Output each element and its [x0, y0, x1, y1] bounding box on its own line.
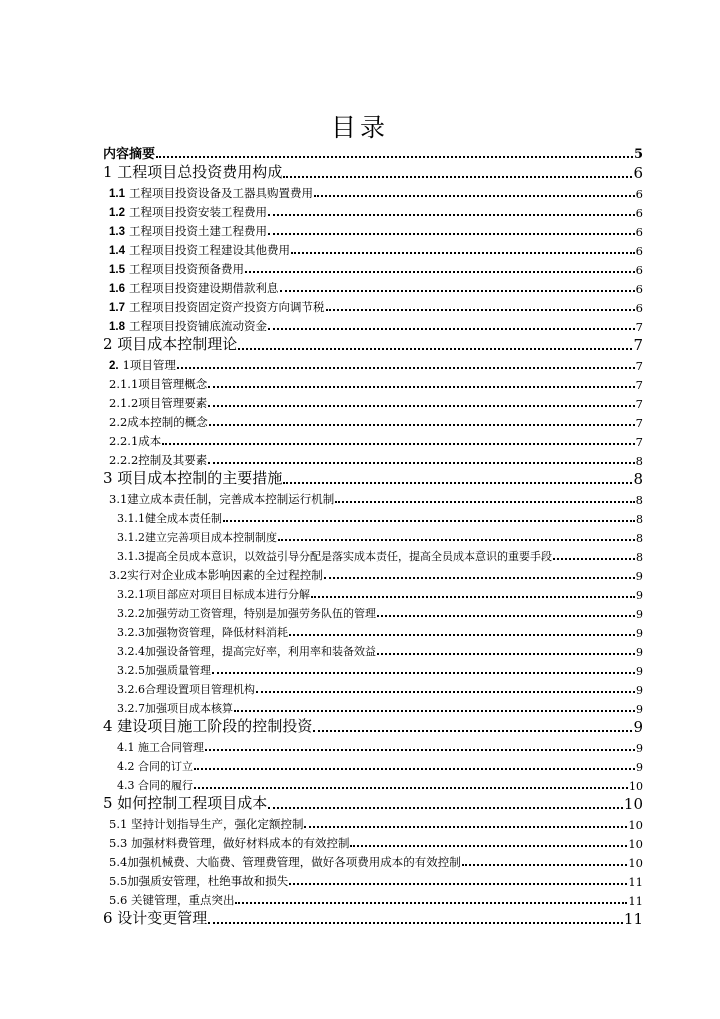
toc-entry[interactable] [103, 449, 643, 468]
toc-entry-page: 9 [636, 684, 643, 697]
toc-entry-number: 1.4 [109, 245, 125, 257]
toc-entry-label [117, 605, 376, 621]
toc-leader-dots [177, 367, 635, 369]
toc-entry-label [117, 586, 310, 602]
toc-entry-number: 2. [109, 360, 119, 372]
toc-entry-label [103, 143, 155, 162]
toc-leader-dots [162, 443, 634, 445]
toc-entry-page: 8 [635, 493, 643, 507]
toc-entry-label [117, 700, 233, 716]
toc-entry-page: 6 [635, 263, 643, 277]
toc-entry[interactable] [103, 793, 643, 813]
toc-leader-dots [245, 271, 635, 273]
toc-leader-dots [268, 807, 623, 809]
page-title: 目录 [330, 113, 389, 142]
toc-leader-dots [238, 348, 632, 350]
toc-entry[interactable] [103, 507, 643, 526]
toc-leader-dots [256, 691, 635, 693]
toc-entry-label [117, 624, 288, 640]
toc-leader-dots [289, 634, 635, 636]
toc-entry-label [109, 892, 234, 908]
toc-entry-label [117, 510, 222, 526]
toc-entry-text: 3.1.2建立完善项目成本控制制度 [117, 531, 277, 544]
toc-entry-page: 8 [636, 513, 643, 526]
toc-entry-page: 8 [636, 551, 643, 564]
toc-entry-page: 9 [636, 589, 643, 602]
toc-entry-text: 1 工程项目总投资费用构成 [103, 163, 283, 181]
toc-entry-label [117, 681, 255, 697]
toc-entry[interactable] [103, 142, 643, 162]
toc-entry-label [117, 758, 193, 774]
toc-entry-page: 8 [636, 532, 643, 545]
toc-leader-dots [304, 826, 627, 828]
toc-entry-label [117, 662, 211, 678]
toc-leader-dots [194, 768, 635, 770]
toc-entry-text: 2.2.1成本 [109, 434, 162, 448]
toc-entry-page: 6 [635, 225, 643, 239]
toc-entry-label [109, 873, 288, 889]
toc-leader-dots [335, 501, 634, 503]
toc-entry-label [109, 280, 279, 296]
toc-entry[interactable] [103, 851, 643, 870]
toc-entry-number: 1.1 [109, 188, 125, 200]
toc-entry-text: 5.4加强机械费、大临费、管理费管理，做好各项费用成本的有效控制 [109, 855, 461, 869]
toc-entry[interactable] [103, 602, 643, 621]
toc-leader-dots [156, 156, 633, 158]
toc-entry-text: 工程项目投资土建工程费用 [129, 224, 267, 238]
toc-entry-text: 3 项目成本控制的主要措施 [103, 469, 283, 487]
toc-entry-label [109, 299, 325, 315]
toc-leader-dots [208, 462, 634, 464]
toc-entry-page: 10 [629, 780, 643, 793]
toc-entry[interactable] [103, 774, 643, 793]
toc-leader-dots [268, 233, 635, 235]
toc-entry-page: 7 [635, 378, 643, 392]
toc-entry-number: 1.7 [109, 302, 125, 314]
toc-entry-label [109, 452, 207, 468]
toc-entry-text: 4.1 施工合同管理 [117, 741, 204, 754]
toc-entry-number: 1.2 [109, 207, 125, 219]
toc-entry-text: 5 如何控制工程项目成本 [103, 794, 268, 812]
toc-entry-page: 10 [628, 856, 643, 870]
toc-entry-label [117, 548, 552, 564]
toc-entry-page: 7 [635, 416, 643, 430]
toc-entry[interactable] [103, 908, 643, 928]
toc-entry-label [109, 204, 267, 220]
toc-entry[interactable] [103, 755, 643, 774]
toc-entry-page: 9 [636, 608, 643, 621]
toc-entry-page: 7 [635, 320, 643, 334]
toc-entry-text: 6 设计变更管理 [103, 909, 208, 927]
toc-leader-dots [208, 922, 623, 924]
toc-entry-text: 5.6 关键管理，重点突出 [109, 893, 235, 907]
toc-entry-text: 3.2.2加强劳动工资管理，特别是加强劳务队伍的管理 [117, 607, 376, 620]
toc-entry-text: 工程项目投资安装工程费用 [129, 205, 267, 219]
toc-entry-label [103, 162, 282, 182]
toc-leader-dots [234, 710, 635, 712]
toc-entry[interactable] [103, 201, 643, 220]
toc-leader-dots [326, 309, 635, 311]
toc-entry-text: 3.2.1项目部应对项目目标成本进行分解 [117, 588, 310, 601]
toc-leader-dots [278, 539, 635, 541]
toc-entry[interactable] [103, 315, 643, 334]
toc-entry-label [109, 242, 290, 258]
toc-entry-page: 10 [628, 818, 643, 832]
toc-entry[interactable] [103, 697, 643, 716]
toc-entry-page: 5 [633, 147, 643, 162]
toc-entry-text: 3.1.3提高全员成本意识，以效益引导分配是落实成本责任，提高全员成本意识的重要手段 [117, 550, 552, 563]
toc-entry-number: 1.8 [109, 321, 125, 333]
toc-entry-text: 2.1.1项目管理概念 [109, 377, 208, 391]
toc-entry-number: 1.3 [109, 226, 125, 238]
toc-entry-label [109, 223, 267, 239]
toc-entry-text: 2.2成本控制的概念 [109, 415, 208, 429]
toc-entry[interactable] [103, 411, 643, 430]
toc-entry-label [109, 185, 313, 201]
toc-entry-label [117, 529, 277, 545]
toc-entry-text: 内容摘要 [103, 147, 156, 162]
toc-leader-dots [208, 386, 634, 388]
toc-entry-label [109, 357, 176, 373]
toc-entry-page: 9 [636, 761, 643, 774]
toc-entry-page: 9 [636, 703, 643, 716]
toc-entry-label [103, 793, 267, 813]
toc-entry[interactable] [103, 889, 643, 908]
toc-leader-dots [324, 577, 635, 579]
toc-entry-label [109, 491, 334, 507]
toc-entry-page: 9 [636, 627, 643, 640]
toc-leader-dots [350, 845, 627, 847]
toc-entry-page: 7 [633, 336, 643, 354]
toc-entry[interactable] [103, 526, 643, 545]
toc-entry-page: 6 [635, 301, 643, 315]
toc-entry[interactable] [103, 488, 643, 507]
toc-leader-dots [291, 252, 635, 254]
toc-entry-page: 7 [635, 359, 643, 373]
toc-entry[interactable] [103, 813, 643, 832]
toc-entry-label [103, 334, 237, 354]
toc-entry[interactable] [103, 832, 643, 851]
toc-entry-label [109, 433, 161, 449]
toc-entry-text: 2 项目成本控制理论 [103, 335, 238, 353]
toc-entry-label [109, 261, 244, 277]
toc-entry-label [103, 468, 282, 488]
toc-entry-text: 4.3 合同的履行 [117, 779, 193, 792]
toc-entry[interactable] [103, 258, 643, 277]
toc-entry-text: 3.2.7加强项目成本核算 [117, 702, 233, 715]
toc-entry-text: 3.2.5加强质量管理 [117, 664, 211, 677]
toc-leader-dots [283, 176, 632, 178]
toc-entry-page: 6 [633, 164, 643, 182]
toc-entry-text: 3.2.4加强设备管理，提高完好率，利用率和装备效益 [117, 645, 376, 658]
toc-entry[interactable] [103, 392, 643, 411]
toc-entry-page: 6 [635, 282, 643, 296]
toc-leader-dots [377, 615, 635, 617]
toc-entry[interactable] [103, 334, 643, 354]
toc-leader-dots [223, 520, 635, 522]
toc-entry-page: 9 [636, 742, 643, 755]
toc-entry-label [109, 816, 303, 832]
toc-entry-label [109, 318, 267, 334]
toc-entry[interactable] [103, 659, 643, 678]
toc-entry-text: 2.1.2项目管理要素 [109, 396, 208, 410]
toc-leader-dots [205, 749, 635, 751]
toc-entry-text: 工程项目投资固定资产投资方向调节税 [129, 300, 325, 314]
toc-entry-text: 3.2.3加强物资管理，降低材料消耗 [117, 626, 288, 639]
toc-entry-label [117, 643, 376, 659]
toc-entry-label [109, 376, 207, 392]
toc-entry-page: 11 [628, 894, 643, 908]
toc-leader-dots [209, 424, 635, 426]
table-of-contents [103, 142, 643, 928]
toc-entry[interactable] [103, 220, 643, 239]
toc-entry-text: 工程项目投资建设期借款利息 [129, 281, 279, 295]
toc-entry[interactable] [103, 296, 643, 315]
toc-entry-label [103, 716, 312, 736]
toc-entry-text: 工程项目投资设备及工器具购置费用 [129, 186, 313, 200]
toc-entry-text: 工程项目投资预备费用 [129, 262, 244, 276]
toc-entry-label [109, 567, 323, 583]
toc-entry-page: 11 [623, 910, 643, 928]
toc-entry-text: 4 建设项目施工阶段的控制投资 [103, 717, 313, 735]
toc-entry[interactable] [103, 545, 643, 564]
toc-entry-page: 9 [636, 665, 643, 678]
toc-entry-label [109, 395, 207, 411]
toc-entry-label [109, 835, 349, 851]
toc-entry[interactable] [103, 564, 643, 583]
toc-leader-dots [235, 902, 627, 904]
toc-entry-page: 9 [636, 646, 643, 659]
toc-entry[interactable] [103, 182, 643, 201]
toc-leader-dots [553, 558, 635, 560]
toc-entry[interactable] [103, 583, 643, 602]
toc-leader-dots [314, 195, 635, 197]
toc-entry-text: 3.2.6合理设置项目管理机构 [117, 683, 255, 696]
toc-entry-label [103, 908, 207, 928]
toc-entry-page: 6 [635, 206, 643, 220]
toc-entry-label [109, 414, 208, 430]
toc-leader-dots [268, 214, 635, 216]
toc-entry-text: 5.1 坚持计划指导生产，强化定额控制 [109, 817, 304, 831]
toc-leader-dots [311, 596, 635, 598]
toc-entry[interactable] [103, 621, 643, 640]
toc-entry-text: 3.2实行对企业成本影响因素的全过程控制 [109, 568, 323, 582]
toc-entry-number: 1.5 [109, 264, 125, 276]
toc-leader-dots [212, 672, 635, 674]
toc-entry[interactable] [103, 678, 643, 697]
toc-entry-label [109, 854, 461, 870]
toc-entry[interactable] [103, 430, 643, 449]
toc-entry-text: 5.5加强质安管理，杜绝事故和损失 [109, 874, 289, 888]
toc-entry[interactable] [103, 277, 643, 296]
toc-entry-page: 6 [635, 187, 643, 201]
toc-entry[interactable] [103, 373, 643, 392]
toc-entry-page: 9 [633, 718, 643, 736]
toc-entry-text: 工程项目投资铺底流动资金 [129, 319, 267, 333]
toc-entry-text: 3.1建立成本责任制，完善成本控制运行机制 [109, 492, 335, 506]
toc-entry-page: 11 [628, 875, 643, 889]
toc-entry-text: 工程项目投资工程建设其他费用 [129, 243, 290, 257]
toc-leader-dots [377, 653, 635, 655]
toc-entry-text: 4.2 合同的订立 [117, 760, 193, 773]
toc-entry[interactable] [103, 716, 643, 736]
toc-leader-dots [280, 290, 635, 292]
toc-entry-text: 3.1.1健全成本责任制 [117, 512, 222, 525]
toc-entry-label [117, 777, 193, 793]
toc-entry-page: 7 [635, 397, 643, 411]
toc-leader-dots [208, 405, 634, 407]
toc-entry-page: 10 [623, 795, 643, 813]
toc-entry[interactable] [103, 870, 643, 889]
toc-entry-label [117, 739, 204, 755]
toc-entry[interactable] [103, 239, 643, 258]
toc-leader-dots [283, 482, 632, 484]
toc-entry-page: 8 [635, 454, 643, 468]
toc-entry[interactable] [103, 736, 643, 755]
toc-leader-dots [313, 730, 632, 732]
toc-entry[interactable] [103, 468, 643, 488]
toc-entry-text: 1项目管理 [122, 358, 176, 372]
toc-leader-dots [268, 328, 635, 330]
toc-entry-text: 5.3 加强材料费管理，做好材料成本的有效控制 [109, 836, 350, 850]
toc-entry-page: 9 [635, 569, 643, 583]
toc-entry[interactable] [103, 354, 643, 373]
toc-entry-page: 8 [633, 470, 643, 488]
toc-entry-text: 2.2.2控制及其要素 [109, 453, 208, 467]
toc-entry-number: 1.6 [109, 283, 125, 295]
toc-entry-page: 7 [635, 435, 643, 449]
toc-entry-page: 10 [628, 837, 643, 851]
toc-entry[interactable] [103, 162, 643, 182]
toc-leader-dots [462, 864, 628, 866]
toc-entry-page: 6 [635, 244, 643, 258]
toc-entry[interactable] [103, 640, 643, 659]
toc-leader-dots [289, 883, 627, 885]
toc-leader-dots [194, 787, 628, 789]
